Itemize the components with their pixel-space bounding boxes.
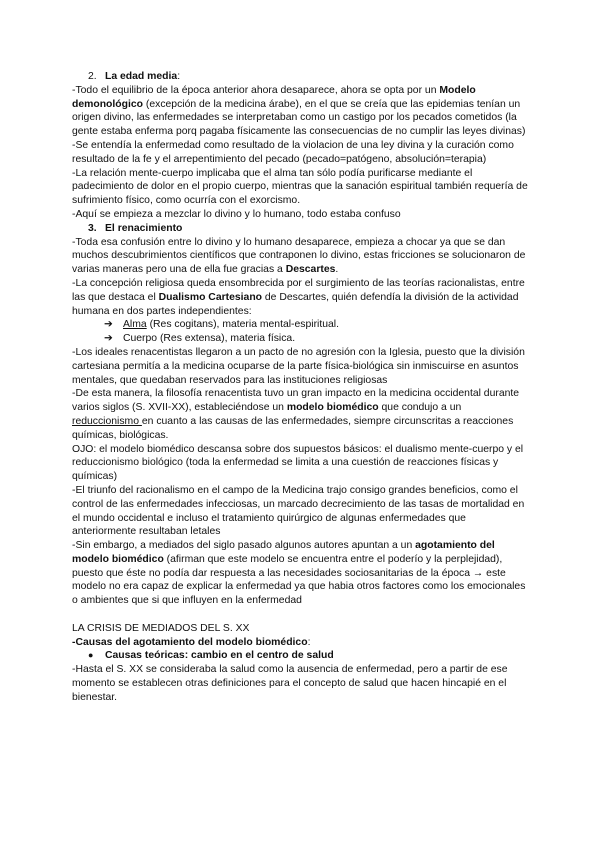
underlined-term: Alma xyxy=(123,319,147,331)
bold-term: modelo biomédico xyxy=(286,402,379,414)
list-item-causas-teoricas: ● Causas teóricas: cambio en el centro de salud xyxy=(88,650,334,662)
section-heading-edad-media: 2. La edad media: xyxy=(88,71,181,82)
section-number: 3. xyxy=(88,222,97,234)
bold-term: Dualismo Cartesiano xyxy=(158,291,263,303)
paragraph-pacto-iglesia: -Los ideales renacentistas llegaron a un pacto de no agresión con la Iglesia, puesto que la división cartesiana permitía a la medicina ocuparse de la parte física-biológica sin inmiscuirse en asuntos mentales, que quedaban reservados para las instituciones religiosas xyxy=(72,346,525,386)
paragraph-modelo-demonologico: -Todo el equilibrio de la época anterior ahora desaparece, ahora se opta por un Modelo demonológico (excepción de la medicina árabe), en el que se creía que las epidemias tenían un origen divino, las enfermedades se interpretaban como un castigo por los pecados cometidos (la gente estaba enferma porq pagaba físicamente las consecuencias de no cumplir las leyes divinas) xyxy=(72,84,526,138)
paragraph-agotamiento: -Sin embargo, a mediados del siglo pasado algunos autores apuntan a un agotamiento del modelo biomédico (afirman que este modelo se encuentra entre el poderío y la perplejidad), puesto que éste no podía dar respuesta a las necesidades sociosanitarias de la época → este modelo no era capaz de explicar la enfermedad ya que habia otros factores como los emocionales o ambientes que si que influyen en la enfermedad xyxy=(72,540,526,607)
section-number: 2. xyxy=(88,71,97,82)
bold-term: agotamiento del modelo biomédico xyxy=(72,540,495,565)
paragraph-dualismo-cartesiano: -La concepción religiosa queda ensombrecida por el surgimiento de las teorías racionalistas, entre las que destaca el Dualismo Cartesiano de Descartes, quién defendía la división de la actividad humana en dos partes independientes: xyxy=(72,277,525,317)
paragraph-enfermedad-ley-divina: -Se entendía la enfermedad como resultado de la violacion de una ley divina y la curación como resultado de la fe y el arrepentimiento del pecado (pecado=patógeno, absolución=terapia) xyxy=(72,139,514,165)
section-heading-crisis: LA CRISIS DE MEDIADOS DEL S. XX xyxy=(72,622,250,634)
section-title: El renacimiento xyxy=(105,222,183,234)
paragraph-relacion-mente-cuerpo: -La relación mente-cuerpo implicaba que el alma tan sólo podía purificarse mediante el padecimiento de dolor en el propio cuerpo, mientras que la sanación espiritual también requería de sufrimiento físico, como ocurría con el exorcismo. xyxy=(72,167,528,207)
paragraph-modelo-biomedico: -De esta manera, la filosofía renacentista tuvo un gran impacto en la medicina occidental durante varios siglos (S. XVII-XX), estableciéndose un modelo biomédico que condujo a un reduccionismo en cuanto a las causas de las enfermedades, siempre circunscritas a reacciones químicas, biológicas. xyxy=(72,388,520,441)
bold-term: Modelo demonológico xyxy=(72,84,476,110)
arrow-icon: ➔ xyxy=(104,333,113,345)
list-item-alma: ➔ Alma (Res cogitans), materia mental-espiritual. xyxy=(104,319,339,331)
section-heading-renacimiento xyxy=(88,222,530,236)
bullet-icon: ● xyxy=(88,650,94,661)
section-title: La edad media xyxy=(105,71,178,82)
paragraph-mezcla-divino-humano: -Aquí se empieza a mezclar lo divino y lo humano, todo estaba confuso xyxy=(72,208,401,220)
bold-term: Descartes xyxy=(285,264,336,276)
paragraph-descartes: -Toda esa confusión entre lo divino y lo humano desaparece, empieza a chocar ya que se dan muchos descubrimientos científicos que contraponen lo divino, estas fricciones se solucionaron de varias maneras pero una de ella fue gracias a Descartes. xyxy=(72,236,526,276)
paragraph-salud: -Hasta el S. XX se consideraba la salud como la ausencia de enfermedad, pero a partir de ese momento se establecen otras definiciones para el concepto de salud que hacen hincapié en el bienestar. xyxy=(72,664,508,703)
paragraph-ojo: OJO: el modelo biomédico descansa sobre dos supuestos básicos: el dualismo mente-cuerpo y el reduccionismo biológico (toda la enfermedad se limita a una cuestión de reacciones físicas y químicas) xyxy=(72,443,524,483)
paragraph-triunfo-racionalismo: -El triunfo del racionalismo en el campo de la Medicina trajo consigo grandes beneficios, como el control de las enfermedades infecciosas, un marcado decrecimiento de las tasas de mortalidad en el mundo occidental e incluso el tratamiento quirúrgico de algunas enfermedades que anteriormente resultaban letales xyxy=(72,484,525,538)
arrow-icon: ➔ xyxy=(104,319,113,331)
paragraph-causas: -Causas del agotamiento del modelo biomédico: xyxy=(72,636,311,648)
bold-term: -Causas del agotamiento del modelo biomédico xyxy=(72,636,308,648)
underlined-term: reduccionismo xyxy=(72,415,142,427)
spacer xyxy=(72,608,530,622)
list-item-cuerpo: ➔ Cuerpo (Res extensa), materia física. xyxy=(104,333,296,345)
